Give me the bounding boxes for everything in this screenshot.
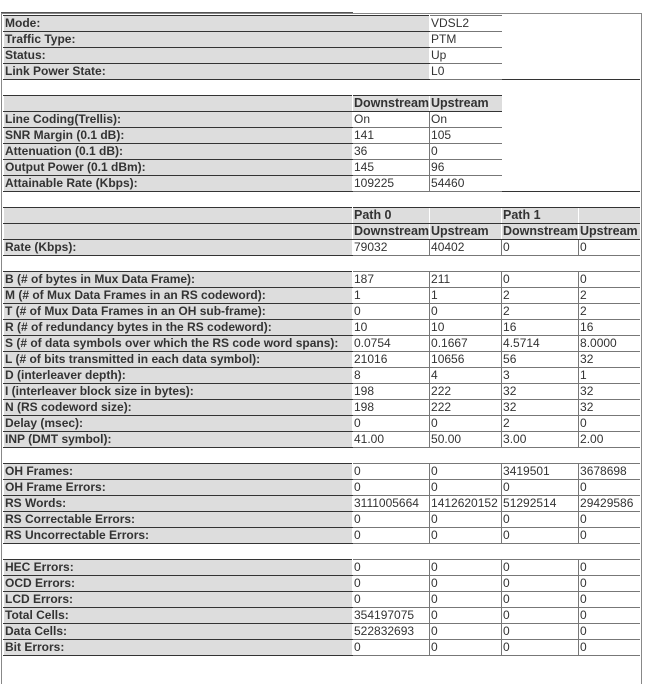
dsl-statistics-panel [3, 15, 639, 656]
row-value: On [430, 112, 502, 128]
table-row [4, 512, 640, 528]
row-label: T (# of Mux Data Frames in an OH sub-frame): [4, 304, 353, 320]
path-header: Path 1 [502, 208, 579, 224]
row-value: 32 [579, 400, 640, 416]
row-value: 32 [579, 352, 640, 368]
row-value: 41.00 [353, 432, 430, 448]
row-value: 16 [579, 320, 640, 336]
row-value: 3 [502, 368, 579, 384]
row-value: 0 [579, 624, 640, 640]
row-value: 109225 [353, 176, 430, 192]
row-value: 0 [579, 592, 640, 608]
row-value: 0 [430, 416, 502, 432]
row-value: 29429586 [579, 496, 640, 512]
row-value: 16 [502, 320, 579, 336]
row-value: 0 [579, 560, 640, 576]
blank-cell [502, 160, 640, 176]
table-header-row [4, 96, 640, 112]
row-value: 1 [430, 288, 502, 304]
row-value: 187 [353, 272, 430, 288]
row-value: 4.5714 [502, 336, 579, 352]
row-value: 36 [353, 144, 430, 160]
table-row [4, 48, 640, 64]
section-spacer [4, 80, 640, 96]
blank-cell [502, 96, 640, 112]
row-value: 3111005664 [353, 496, 430, 512]
row-label: N (RS codeword size): [4, 400, 353, 416]
row-value: 3678698 [579, 464, 640, 480]
row-value: 0 [430, 304, 502, 320]
table-row [4, 176, 640, 192]
row-value: 0 [430, 592, 502, 608]
table-row [4, 640, 640, 656]
column-header: Upstream [580, 224, 638, 238]
table-row [4, 560, 640, 576]
row-value: 50.00 [430, 432, 502, 448]
row-value: 10 [430, 320, 502, 336]
row-value: 0 [502, 560, 579, 576]
row-value: 10 [353, 320, 430, 336]
column-header: Upstream [430, 224, 502, 240]
row-value: 0 [579, 640, 640, 656]
row-value: 2 [502, 288, 579, 304]
row-value: 0.0754 [353, 336, 430, 352]
row-value: 0 [502, 608, 579, 624]
table-row [4, 576, 640, 592]
row-value: 0 [353, 592, 430, 608]
table-row [4, 144, 640, 160]
row-value: 354197075 [353, 608, 430, 624]
spacer-cell [4, 80, 640, 96]
table-row [4, 160, 640, 176]
row-label: LCD Errors: [4, 592, 353, 608]
row-label: RS Uncorrectable Errors: [4, 528, 353, 544]
row-value: 3419501 [502, 464, 579, 480]
row-value: 0 [430, 576, 502, 592]
table-row [4, 240, 640, 256]
table-row [4, 496, 640, 512]
row-value: 0 [430, 528, 502, 544]
blank-cell [502, 112, 640, 128]
section-spacer [4, 192, 640, 208]
row-label: Attenuation (0.1 dB): [4, 144, 353, 160]
row-value: 141 [353, 128, 430, 144]
row-value: 0 [502, 240, 579, 256]
row-value: 2 [579, 304, 640, 320]
row-value: 0 [353, 560, 430, 576]
row-value: 145 [353, 160, 430, 176]
row-value: 0 [430, 640, 502, 656]
table-row [4, 64, 640, 80]
row-value: 0 [579, 576, 640, 592]
row-value: 0 [430, 512, 502, 528]
row-value: 0 [502, 640, 579, 656]
row-label: HEC Errors: [4, 560, 353, 576]
row-label: I (interleaver block size in bytes): [4, 384, 353, 400]
row-value: 0 [430, 608, 502, 624]
row-value: 0 [579, 416, 640, 432]
row-label: RS Words: [4, 496, 353, 512]
row-value: Up [430, 48, 502, 64]
section-spacer [4, 256, 640, 272]
row-value: 8.0000 [579, 336, 640, 352]
row-label: L (# of bits transmitted in each data symbol): [4, 352, 353, 368]
row-value: L0 [430, 64, 502, 80]
stats-table-body [4, 16, 640, 656]
table-row [4, 480, 640, 496]
section-spacer [4, 448, 640, 464]
table-row [4, 16, 640, 32]
row-value: 32 [502, 400, 579, 416]
table-header-row [4, 224, 640, 240]
row-value: 0 [502, 576, 579, 592]
row-label: INP (DMT symbol): [4, 432, 353, 448]
table-row [4, 32, 640, 48]
header-blank [4, 224, 353, 240]
blank-cell [502, 16, 640, 32]
path-header-blank [579, 208, 640, 224]
row-value: 56 [502, 352, 579, 368]
row-value: 0 [430, 464, 502, 480]
column-header: Upstream [430, 96, 502, 112]
row-label: Link Power State: [4, 64, 430, 80]
row-value: 222 [430, 384, 502, 400]
row-value: 10656 [430, 352, 502, 368]
row-value: 8 [353, 368, 430, 384]
table-row [4, 432, 640, 448]
column-header: Downstream [503, 224, 579, 238]
table-header-row [4, 208, 640, 224]
table-row [4, 592, 640, 608]
row-label: SNR Margin (0.1 dB): [4, 128, 353, 144]
table-row [4, 336, 640, 352]
path-header-blank [430, 208, 502, 224]
row-value: 0 [579, 272, 640, 288]
spacer-cell [4, 192, 640, 208]
row-label: RS Correctable Errors: [4, 512, 353, 528]
blank-cell [502, 32, 640, 48]
table-row [4, 608, 640, 624]
row-value: 0 [579, 480, 640, 496]
row-value: 105 [430, 128, 502, 144]
row-value: 32 [579, 384, 640, 400]
row-value: 51292514 [502, 496, 579, 512]
row-value: VDSL2 [430, 16, 502, 32]
table-row [4, 320, 640, 336]
row-value: 0 [579, 240, 640, 256]
row-value: 0 [353, 464, 430, 480]
row-value: 0 [430, 480, 502, 496]
row-value: 0 [502, 528, 579, 544]
row-value: 0.1667 [430, 336, 502, 352]
row-value: 0 [430, 560, 502, 576]
table-row [4, 288, 640, 304]
table-row [4, 464, 640, 480]
row-label: Status: [4, 48, 430, 64]
row-value: 222 [430, 400, 502, 416]
row-label: Total Cells: [4, 608, 353, 624]
row-value: 0 [502, 624, 579, 640]
row-value: 4 [430, 368, 502, 384]
blank-cell [502, 128, 640, 144]
row-value: 2.00 [579, 432, 640, 448]
row-value: 0 [353, 640, 430, 656]
row-value: 40402 [430, 240, 502, 256]
row-label: Bit Errors: [4, 640, 353, 656]
spacer-cell [4, 256, 640, 272]
table-row [4, 272, 640, 288]
row-value: 0 [353, 512, 430, 528]
row-value: 2 [502, 304, 579, 320]
table-row [4, 368, 640, 384]
row-value: 0 [502, 272, 579, 288]
path-header: Path 0 [353, 208, 430, 224]
row-label: B (# of bytes in Mux Data Frame): [4, 272, 353, 288]
row-value: 1412620152 [430, 496, 502, 512]
row-value: 32 [502, 384, 579, 400]
blank-cell [502, 144, 640, 160]
row-label: OH Frames: [4, 464, 353, 480]
spacer-cell [4, 448, 640, 464]
row-value: 0 [502, 592, 579, 608]
row-value: 1 [353, 288, 430, 304]
row-value: 0 [353, 416, 430, 432]
row-value: 2 [579, 288, 640, 304]
row-value: 96 [430, 160, 502, 176]
table-row [4, 384, 640, 400]
row-label: D (interleaver depth): [4, 368, 353, 384]
blank-cell [502, 64, 640, 80]
row-label: OCD Errors: [4, 576, 353, 592]
row-value: 21016 [353, 352, 430, 368]
row-label: Delay (msec): [4, 416, 353, 432]
table-row [4, 416, 640, 432]
row-value: 522832693 [353, 624, 430, 640]
spacer-cell [4, 544, 640, 560]
row-label: Attainable Rate (Kbps): [4, 176, 353, 192]
row-value: 0 [579, 608, 640, 624]
table-row [4, 528, 640, 544]
row-value: 0 [353, 304, 430, 320]
row-label: OH Frame Errors: [4, 480, 353, 496]
section-spacer [4, 544, 640, 560]
row-value: On [353, 112, 430, 128]
row-label: Line Coding(Trellis): [4, 112, 353, 128]
row-value: 0 [353, 480, 430, 496]
row-value: 2 [502, 416, 579, 432]
row-label: M (# of Mux Data Frames in an RS codeword): [4, 288, 353, 304]
row-value: 0 [430, 624, 502, 640]
row-value: 0 [353, 576, 430, 592]
table-row [4, 352, 640, 368]
header-blank [4, 208, 353, 224]
table-row [4, 400, 640, 416]
row-value: PTM [430, 32, 502, 48]
row-label: R (# of redundancy bytes in the RS codeword): [4, 320, 353, 336]
table-row [4, 112, 640, 128]
row-value: 3.00 [502, 432, 579, 448]
blank-cell [502, 48, 640, 64]
row-value: 54460 [430, 176, 502, 192]
table-row [4, 624, 640, 640]
row-value: 79032 [353, 240, 430, 256]
row-label: Mode: [4, 16, 430, 32]
column-header: Downstream [354, 224, 430, 238]
row-value: 211 [430, 272, 502, 288]
column-header: Downstream [354, 96, 430, 110]
row-value: 0 [579, 528, 640, 544]
stats-table [3, 15, 640, 656]
row-value: 198 [353, 384, 430, 400]
row-value: 0 [430, 144, 502, 160]
row-label: S (# of data symbols over which the RS code word spans): [4, 336, 353, 352]
row-value: 0 [579, 512, 640, 528]
row-value: 1 [579, 368, 640, 384]
row-value: 198 [353, 400, 430, 416]
header-blank [4, 96, 353, 112]
row-label: Output Power (0.1 dBm): [4, 160, 353, 176]
table-row [4, 128, 640, 144]
row-value: 0 [353, 528, 430, 544]
blank-cell [502, 176, 640, 192]
table-row [4, 304, 640, 320]
row-value: 0 [502, 512, 579, 528]
row-label: Rate (Kbps): [4, 240, 353, 256]
row-label: Traffic Type: [4, 32, 430, 48]
row-label: Data Cells: [4, 624, 353, 640]
row-value: 0 [502, 480, 579, 496]
